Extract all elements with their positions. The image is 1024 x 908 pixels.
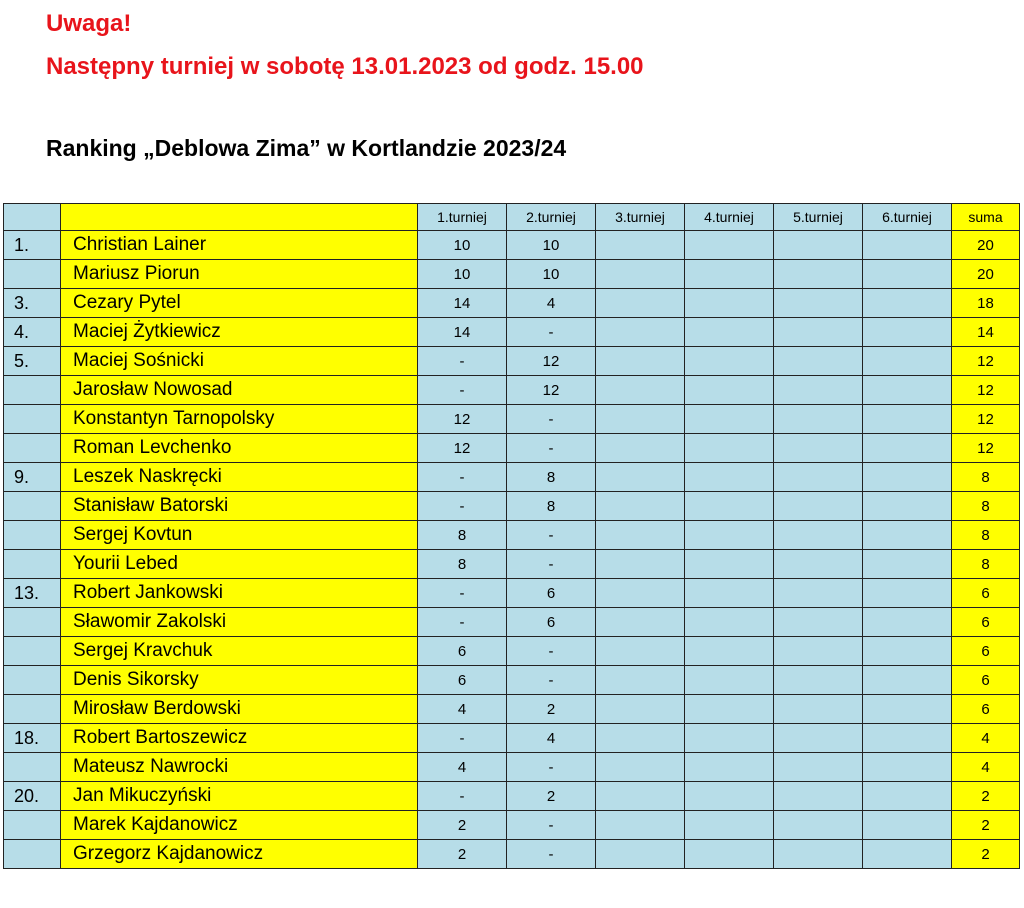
player-name-cell: Marek Kajdanowicz — [61, 811, 418, 840]
rank-position-cell: 9. — [4, 463, 61, 492]
table-row — [4, 376, 1020, 405]
tournament-1-score-cell: - — [418, 463, 507, 492]
player-name-cell: Mateusz Nawrocki — [61, 753, 418, 782]
tournament-1-score-cell: 2 — [418, 811, 507, 840]
tournament-1-score-cell: - — [418, 724, 507, 753]
tournament-4-score-cell — [685, 753, 774, 782]
rank-position-cell: 4. — [4, 318, 61, 347]
tournament-3-score-cell — [596, 463, 685, 492]
tournament-5-score-cell — [774, 724, 863, 753]
rank-position-cell: 18. — [4, 724, 61, 753]
tournament-4-score-cell — [685, 347, 774, 376]
tournament-5-score-cell — [774, 695, 863, 724]
tournament-4-score-cell — [685, 608, 774, 637]
rank-position-cell — [4, 405, 61, 434]
tournament-6-score-cell — [863, 695, 952, 724]
total-sum-cell: 20 — [952, 231, 1020, 260]
tournament-5-score-cell — [774, 782, 863, 811]
tournament-3-score-cell — [596, 840, 685, 869]
tournament-3-score-cell — [596, 579, 685, 608]
header-cell-tournament-1: 1.turniej — [418, 204, 507, 231]
tournament-1-score-cell: 4 — [418, 753, 507, 782]
tournament-6-score-cell — [863, 405, 952, 434]
tournament-6-score-cell — [863, 782, 952, 811]
tournament-3-score-cell — [596, 724, 685, 753]
rank-position-cell — [4, 492, 61, 521]
tournament-1-score-cell: 14 — [418, 289, 507, 318]
tournament-4-score-cell — [685, 724, 774, 753]
tournament-3-score-cell — [596, 753, 685, 782]
tournament-2-score-cell: 10 — [507, 231, 596, 260]
tournament-1-score-cell: 10 — [418, 260, 507, 289]
tournament-3-score-cell — [596, 492, 685, 521]
player-name-cell: Mirosław Berdowski — [61, 695, 418, 724]
tournament-4-score-cell — [685, 231, 774, 260]
tournament-2-score-cell: 8 — [507, 463, 596, 492]
tournament-4-score-cell — [685, 376, 774, 405]
tournament-4-score-cell — [685, 463, 774, 492]
tournament-6-score-cell — [863, 347, 952, 376]
tournament-3-score-cell — [596, 550, 685, 579]
tournament-5-score-cell — [774, 550, 863, 579]
rank-position-cell — [4, 637, 61, 666]
tournament-3-score-cell — [596, 376, 685, 405]
table-row — [4, 521, 1020, 550]
table-row — [4, 405, 1020, 434]
tournament-4-score-cell — [685, 434, 774, 463]
tournament-3-score-cell — [596, 347, 685, 376]
rank-position-cell — [4, 811, 61, 840]
tournament-6-score-cell — [863, 492, 952, 521]
table-row — [4, 463, 1020, 492]
tournament-5-score-cell — [774, 318, 863, 347]
tournament-5-score-cell — [774, 231, 863, 260]
rank-position-cell — [4, 260, 61, 289]
table-row — [4, 347, 1020, 376]
total-sum-cell: 2 — [952, 840, 1020, 869]
total-sum-cell: 6 — [952, 695, 1020, 724]
player-name-cell: Leszek Naskręcki — [61, 463, 418, 492]
tournament-2-score-cell: 4 — [507, 289, 596, 318]
tournament-5-score-cell — [774, 492, 863, 521]
player-name-cell: Yourii Lebed — [61, 550, 418, 579]
header-cell-sum: suma — [952, 204, 1020, 231]
table-row — [4, 608, 1020, 637]
tournament-1-score-cell: 6 — [418, 637, 507, 666]
rank-position-cell — [4, 376, 61, 405]
tournament-3-score-cell — [596, 289, 685, 318]
table-row — [4, 260, 1020, 289]
tournament-3-score-cell — [596, 695, 685, 724]
rank-position-cell: 13. — [4, 579, 61, 608]
tournament-3-score-cell — [596, 434, 685, 463]
player-name-cell: Mariusz Piorun — [61, 260, 418, 289]
tournament-2-score-cell: 6 — [507, 608, 596, 637]
table-row — [4, 231, 1020, 260]
tournament-4-score-cell — [685, 405, 774, 434]
total-sum-cell: 8 — [952, 521, 1020, 550]
tournament-2-score-cell: 12 — [507, 347, 596, 376]
tournament-6-score-cell — [863, 666, 952, 695]
tournament-2-score-cell: - — [507, 753, 596, 782]
player-name-cell: Robert Jankowski — [61, 579, 418, 608]
tournament-6-score-cell — [863, 753, 952, 782]
table-row — [4, 753, 1020, 782]
rank-position-cell — [4, 666, 61, 695]
tournament-3-score-cell — [596, 260, 685, 289]
tournament-2-score-cell: 2 — [507, 695, 596, 724]
total-sum-cell: 2 — [952, 811, 1020, 840]
tournament-3-score-cell — [596, 231, 685, 260]
player-name-cell: Sergej Kravchuk — [61, 637, 418, 666]
tournament-6-score-cell — [863, 579, 952, 608]
tournament-5-score-cell — [774, 840, 863, 869]
rank-position-cell — [4, 753, 61, 782]
tournament-4-score-cell — [685, 666, 774, 695]
total-sum-cell: 12 — [952, 376, 1020, 405]
tournament-4-score-cell — [685, 811, 774, 840]
player-name-cell: Jan Mikuczyński — [61, 782, 418, 811]
page-title: Ranking „Deblowa Zima” w Kortlandzie 2023/24 — [46, 135, 567, 161]
tournament-6-score-cell — [863, 289, 952, 318]
table-row — [4, 840, 1020, 869]
tournament-4-score-cell — [685, 782, 774, 811]
total-sum-cell: 6 — [952, 637, 1020, 666]
tournament-2-score-cell: - — [507, 666, 596, 695]
table-row — [4, 637, 1020, 666]
notice-next-tournament: Następny turniej w sobotę 13.01.2023 od godz. 15.00 — [46, 53, 644, 80]
player-name-cell: Christian Lainer — [61, 231, 418, 260]
total-sum-cell: 4 — [952, 753, 1020, 782]
table-row — [4, 782, 1020, 811]
tournament-5-score-cell — [774, 376, 863, 405]
total-sum-cell: 6 — [952, 666, 1020, 695]
tournament-6-score-cell — [863, 434, 952, 463]
tournament-6-score-cell — [863, 318, 952, 347]
tournament-3-score-cell — [596, 318, 685, 347]
tournament-5-score-cell — [774, 608, 863, 637]
table-row — [4, 318, 1020, 347]
header-cell-tournament-4: 4.turniej — [685, 204, 774, 231]
tournament-1-score-cell: - — [418, 579, 507, 608]
tournament-6-score-cell — [863, 637, 952, 666]
tournament-5-score-cell — [774, 811, 863, 840]
rank-position-cell: 3. — [4, 289, 61, 318]
player-name-cell: Maciej Sośnicki — [61, 347, 418, 376]
table-row — [4, 666, 1020, 695]
rank-position-cell: 5. — [4, 347, 61, 376]
tournament-4-score-cell — [685, 579, 774, 608]
table-row — [4, 724, 1020, 753]
tournament-2-score-cell: - — [507, 405, 596, 434]
tournament-2-score-cell: - — [507, 318, 596, 347]
tournament-3-score-cell — [596, 637, 685, 666]
player-name-cell: Cezary Pytel — [61, 289, 418, 318]
tournament-1-score-cell: 12 — [418, 434, 507, 463]
tournament-6-score-cell — [863, 376, 952, 405]
table-row — [4, 811, 1020, 840]
total-sum-cell: 8 — [952, 550, 1020, 579]
tournament-6-score-cell — [863, 463, 952, 492]
tournament-2-score-cell: - — [507, 840, 596, 869]
tournament-1-score-cell: 10 — [418, 231, 507, 260]
tournament-4-score-cell — [685, 695, 774, 724]
tournament-6-score-cell — [863, 550, 952, 579]
player-name-cell: Robert Bartoszewicz — [61, 724, 418, 753]
header-cell-tournament-2: 2.turniej — [507, 204, 596, 231]
tournament-4-score-cell — [685, 318, 774, 347]
rank-position-cell — [4, 608, 61, 637]
tournament-5-score-cell — [774, 463, 863, 492]
rank-position-cell — [4, 434, 61, 463]
tournament-1-score-cell: 6 — [418, 666, 507, 695]
tournament-2-score-cell: 4 — [507, 724, 596, 753]
rank-position-cell: 1. — [4, 231, 61, 260]
tournament-1-score-cell: - — [418, 376, 507, 405]
tournament-1-score-cell: - — [418, 782, 507, 811]
tournament-2-score-cell: 12 — [507, 376, 596, 405]
rank-position-cell — [4, 840, 61, 869]
tournament-4-score-cell — [685, 492, 774, 521]
total-sum-cell: 6 — [952, 579, 1020, 608]
tournament-1-score-cell: 8 — [418, 521, 507, 550]
header-cell-position — [4, 204, 61, 231]
tournament-5-score-cell — [774, 637, 863, 666]
player-name-cell: Roman Levchenko — [61, 434, 418, 463]
rank-position-cell — [4, 695, 61, 724]
total-sum-cell: 6 — [952, 608, 1020, 637]
tournament-1-score-cell: - — [418, 492, 507, 521]
player-name-cell: Jarosław Nowosad — [61, 376, 418, 405]
header-cell-tournament-5: 5.turniej — [774, 204, 863, 231]
player-name-cell: Maciej Żytkiewicz — [61, 318, 418, 347]
tournament-3-score-cell — [596, 405, 685, 434]
total-sum-cell: 8 — [952, 463, 1020, 492]
tournament-1-score-cell: 8 — [418, 550, 507, 579]
tournament-1-score-cell: 14 — [418, 318, 507, 347]
tournament-1-score-cell: - — [418, 608, 507, 637]
total-sum-cell: 12 — [952, 434, 1020, 463]
tournament-3-score-cell — [596, 811, 685, 840]
tournament-6-score-cell — [863, 231, 952, 260]
table-row — [4, 434, 1020, 463]
tournament-5-score-cell — [774, 666, 863, 695]
tournament-6-score-cell — [863, 724, 952, 753]
tournament-5-score-cell — [774, 347, 863, 376]
notice-heading: Uwaga! — [46, 10, 132, 37]
tournament-6-score-cell — [863, 840, 952, 869]
header-cell-name — [61, 204, 418, 231]
tournament-6-score-cell — [863, 521, 952, 550]
tournament-4-score-cell — [685, 550, 774, 579]
table-header-row — [4, 204, 1020, 231]
tournament-1-score-cell: 2 — [418, 840, 507, 869]
tournament-5-score-cell — [774, 753, 863, 782]
tournament-1-score-cell: - — [418, 347, 507, 376]
tournament-2-score-cell: 8 — [507, 492, 596, 521]
tournament-2-score-cell: - — [507, 434, 596, 463]
tournament-4-score-cell — [685, 521, 774, 550]
tournament-6-score-cell — [863, 260, 952, 289]
rank-position-cell: 20. — [4, 782, 61, 811]
player-name-cell: Sławomir Zakolski — [61, 608, 418, 637]
player-name-cell: Grzegorz Kajdanowicz — [61, 840, 418, 869]
tournament-5-score-cell — [774, 289, 863, 318]
player-name-cell: Sergej Kovtun — [61, 521, 418, 550]
tournament-4-score-cell — [685, 840, 774, 869]
tournament-3-score-cell — [596, 608, 685, 637]
total-sum-cell: 20 — [952, 260, 1020, 289]
tournament-2-score-cell: 6 — [507, 579, 596, 608]
tournament-6-score-cell — [863, 811, 952, 840]
total-sum-cell: 4 — [952, 724, 1020, 753]
tournament-4-score-cell — [685, 289, 774, 318]
tournament-2-score-cell: 10 — [507, 260, 596, 289]
tournament-5-score-cell — [774, 260, 863, 289]
tournament-2-score-cell: - — [507, 550, 596, 579]
total-sum-cell: 12 — [952, 347, 1020, 376]
tournament-5-score-cell — [774, 521, 863, 550]
total-sum-cell: 8 — [952, 492, 1020, 521]
tournament-5-score-cell — [774, 405, 863, 434]
tournament-5-score-cell — [774, 434, 863, 463]
tournament-2-score-cell: - — [507, 521, 596, 550]
table-row — [4, 289, 1020, 318]
header-cell-tournament-3: 3.turniej — [596, 204, 685, 231]
tournament-4-score-cell — [685, 260, 774, 289]
total-sum-cell: 18 — [952, 289, 1020, 318]
player-name-cell: Konstantyn Tarnopolsky — [61, 405, 418, 434]
tournament-2-score-cell: 2 — [507, 782, 596, 811]
tournament-1-score-cell: 4 — [418, 695, 507, 724]
tournament-5-score-cell — [774, 579, 863, 608]
table-row — [4, 492, 1020, 521]
player-name-cell: Stanisław Batorski — [61, 492, 418, 521]
ranking-table — [3, 203, 1020, 869]
tournament-1-score-cell: 12 — [418, 405, 507, 434]
tournament-6-score-cell — [863, 608, 952, 637]
player-name-cell: Denis Sikorsky — [61, 666, 418, 695]
tournament-3-score-cell — [596, 666, 685, 695]
total-sum-cell: 2 — [952, 782, 1020, 811]
tournament-3-score-cell — [596, 521, 685, 550]
rank-position-cell — [4, 550, 61, 579]
rank-position-cell — [4, 521, 61, 550]
total-sum-cell: 14 — [952, 318, 1020, 347]
tournament-2-score-cell: - — [507, 811, 596, 840]
tournament-4-score-cell — [685, 637, 774, 666]
table-row — [4, 579, 1020, 608]
table-row — [4, 695, 1020, 724]
tournament-3-score-cell — [596, 782, 685, 811]
total-sum-cell: 12 — [952, 405, 1020, 434]
header-cell-tournament-6: 6.turniej — [863, 204, 952, 231]
table-row — [4, 550, 1020, 579]
tournament-2-score-cell: - — [507, 637, 596, 666]
